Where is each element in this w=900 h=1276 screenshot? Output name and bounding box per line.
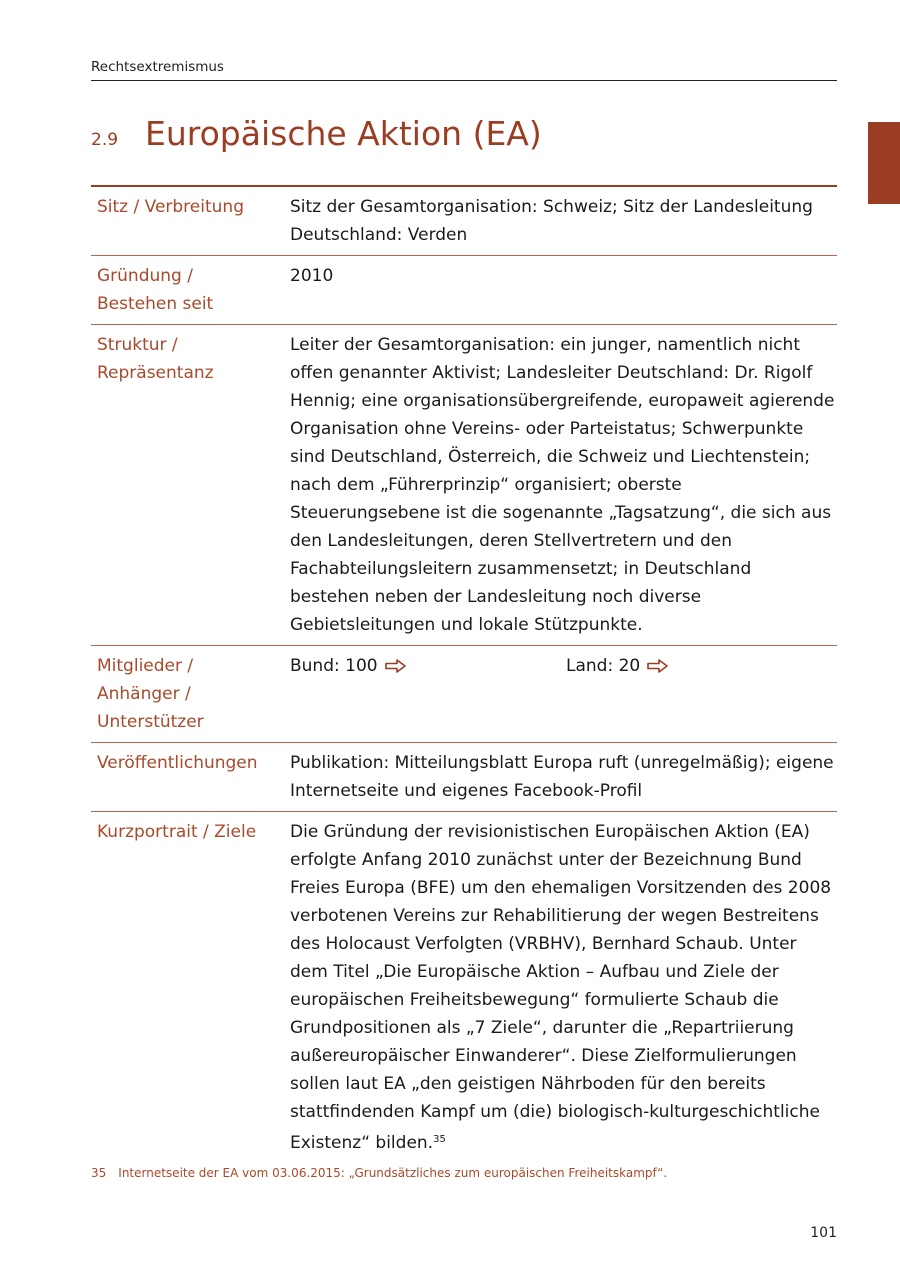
portrait-text: Die Gründung der revisionistischen Europäischen Aktion (EA) erfolgte Anfang 2010 zunächst unter der Bezeichnung Bund Freies Europa (BFE) um den ehemaligen Vorsitzenden des 2008 verbotenen Vereins zur Rehabilitierung der wegen Bestreitens des Holocaust Verfolgten (VRBHV), Bernhard Schaub. Unter dem Titel „Die Europäische Aktion – Aufbau und Ziele der europäischen Freiheitsbewegung“ formulierte Schaub die Grundpositionen als „7 Ziele“, darunter die „Repartriierung außereuropäischer Einwanderer“. Diese Zielformulierungen sollen laut EA „den geistigen Nährboden für den bereits stattfindenden Kampf um (die) biologisch-kulturgeschichtliche Existenz“ bilden. — [290, 822, 832, 1153]
section-number: 2.9 — [91, 130, 119, 150]
table-row-gruendung — [91, 256, 837, 325]
row-label: Gründung / Bestehen seit — [97, 266, 214, 314]
table-row-struktur — [91, 325, 837, 646]
members-values — [290, 652, 835, 736]
members-bund — [290, 652, 566, 680]
running-head: Rechtsextremismus — [91, 59, 837, 81]
table-row-veroeffentlichungen — [91, 743, 837, 812]
footnote-number: 35 — [91, 1166, 107, 1180]
row-label: Kurzportrait / Ziele — [97, 822, 257, 842]
arrow-right-icon — [647, 659, 669, 673]
table-row-kurzportrait — [91, 812, 837, 1163]
section-title: Europäische Aktion (EA) — [145, 114, 542, 153]
footnote-text: Internetseite der EA vom 03.06.2015: „Grundsätzliches zum europäischen Freiheitskampf“. — [118, 1166, 668, 1180]
row-value: 2010 — [290, 266, 334, 286]
row-value: Leiter der Gesamtorganisation: ein junger, namentlich nicht offen genannter Aktivist; Landesleiter Deutschland: Dr. Rigolf Hennig; eine organisationsübergreifende, europaweit agierende Organisation ohne Vereins- oder Parteistatus; Schwerpunkte sind Deutschland, Österreich, die Schweiz und Liechtenstein; nach dem „Führerprinzip“ organisiert; oberste Steuerungsebene ist die sogenannte „Tagsatzung“, die sich aus den Landesleitungen, deren Stellvertretern und den Fachabteilungsleitern zusammensetzt; in Deutschland bestehen neben der Landesleitung noch diverse Gebietsleitungen und lokale Stützpunkte. — [290, 335, 835, 635]
profile-table — [91, 185, 837, 1163]
row-value: Sitz der Gesamtorganisation: Schweiz; Sitz der Landesleitung Deutschland: Verden — [290, 197, 813, 245]
members-land — [566, 652, 669, 680]
table-row-mitglieder — [91, 646, 837, 743]
members-bund-text: Bund: 100 — [290, 656, 378, 676]
row-label: Sitz / Verbreitung — [97, 197, 244, 217]
row-value: Publikation: Mitteilungsblatt Europa ruft (unregelmäßig); eigene Internetseite und eigenes Facebook-Profil — [290, 753, 834, 801]
row-label: Veröffentlichungen — [97, 753, 258, 773]
arrow-right-icon — [385, 659, 407, 673]
members-land-text: Land: 20 — [566, 656, 641, 676]
page-number: 101 — [810, 1225, 837, 1241]
row-value — [290, 818, 835, 1157]
footnote — [91, 1166, 667, 1180]
footnote-ref: 35 — [433, 1134, 446, 1145]
row-label: Mitglieder / Anhänger / Unterstützer — [97, 656, 204, 732]
section-heading — [91, 114, 542, 153]
chapter-tab-marker — [868, 122, 900, 204]
row-label: Struktur / Repräsentanz — [97, 335, 214, 383]
table-row-sitz — [91, 187, 837, 256]
